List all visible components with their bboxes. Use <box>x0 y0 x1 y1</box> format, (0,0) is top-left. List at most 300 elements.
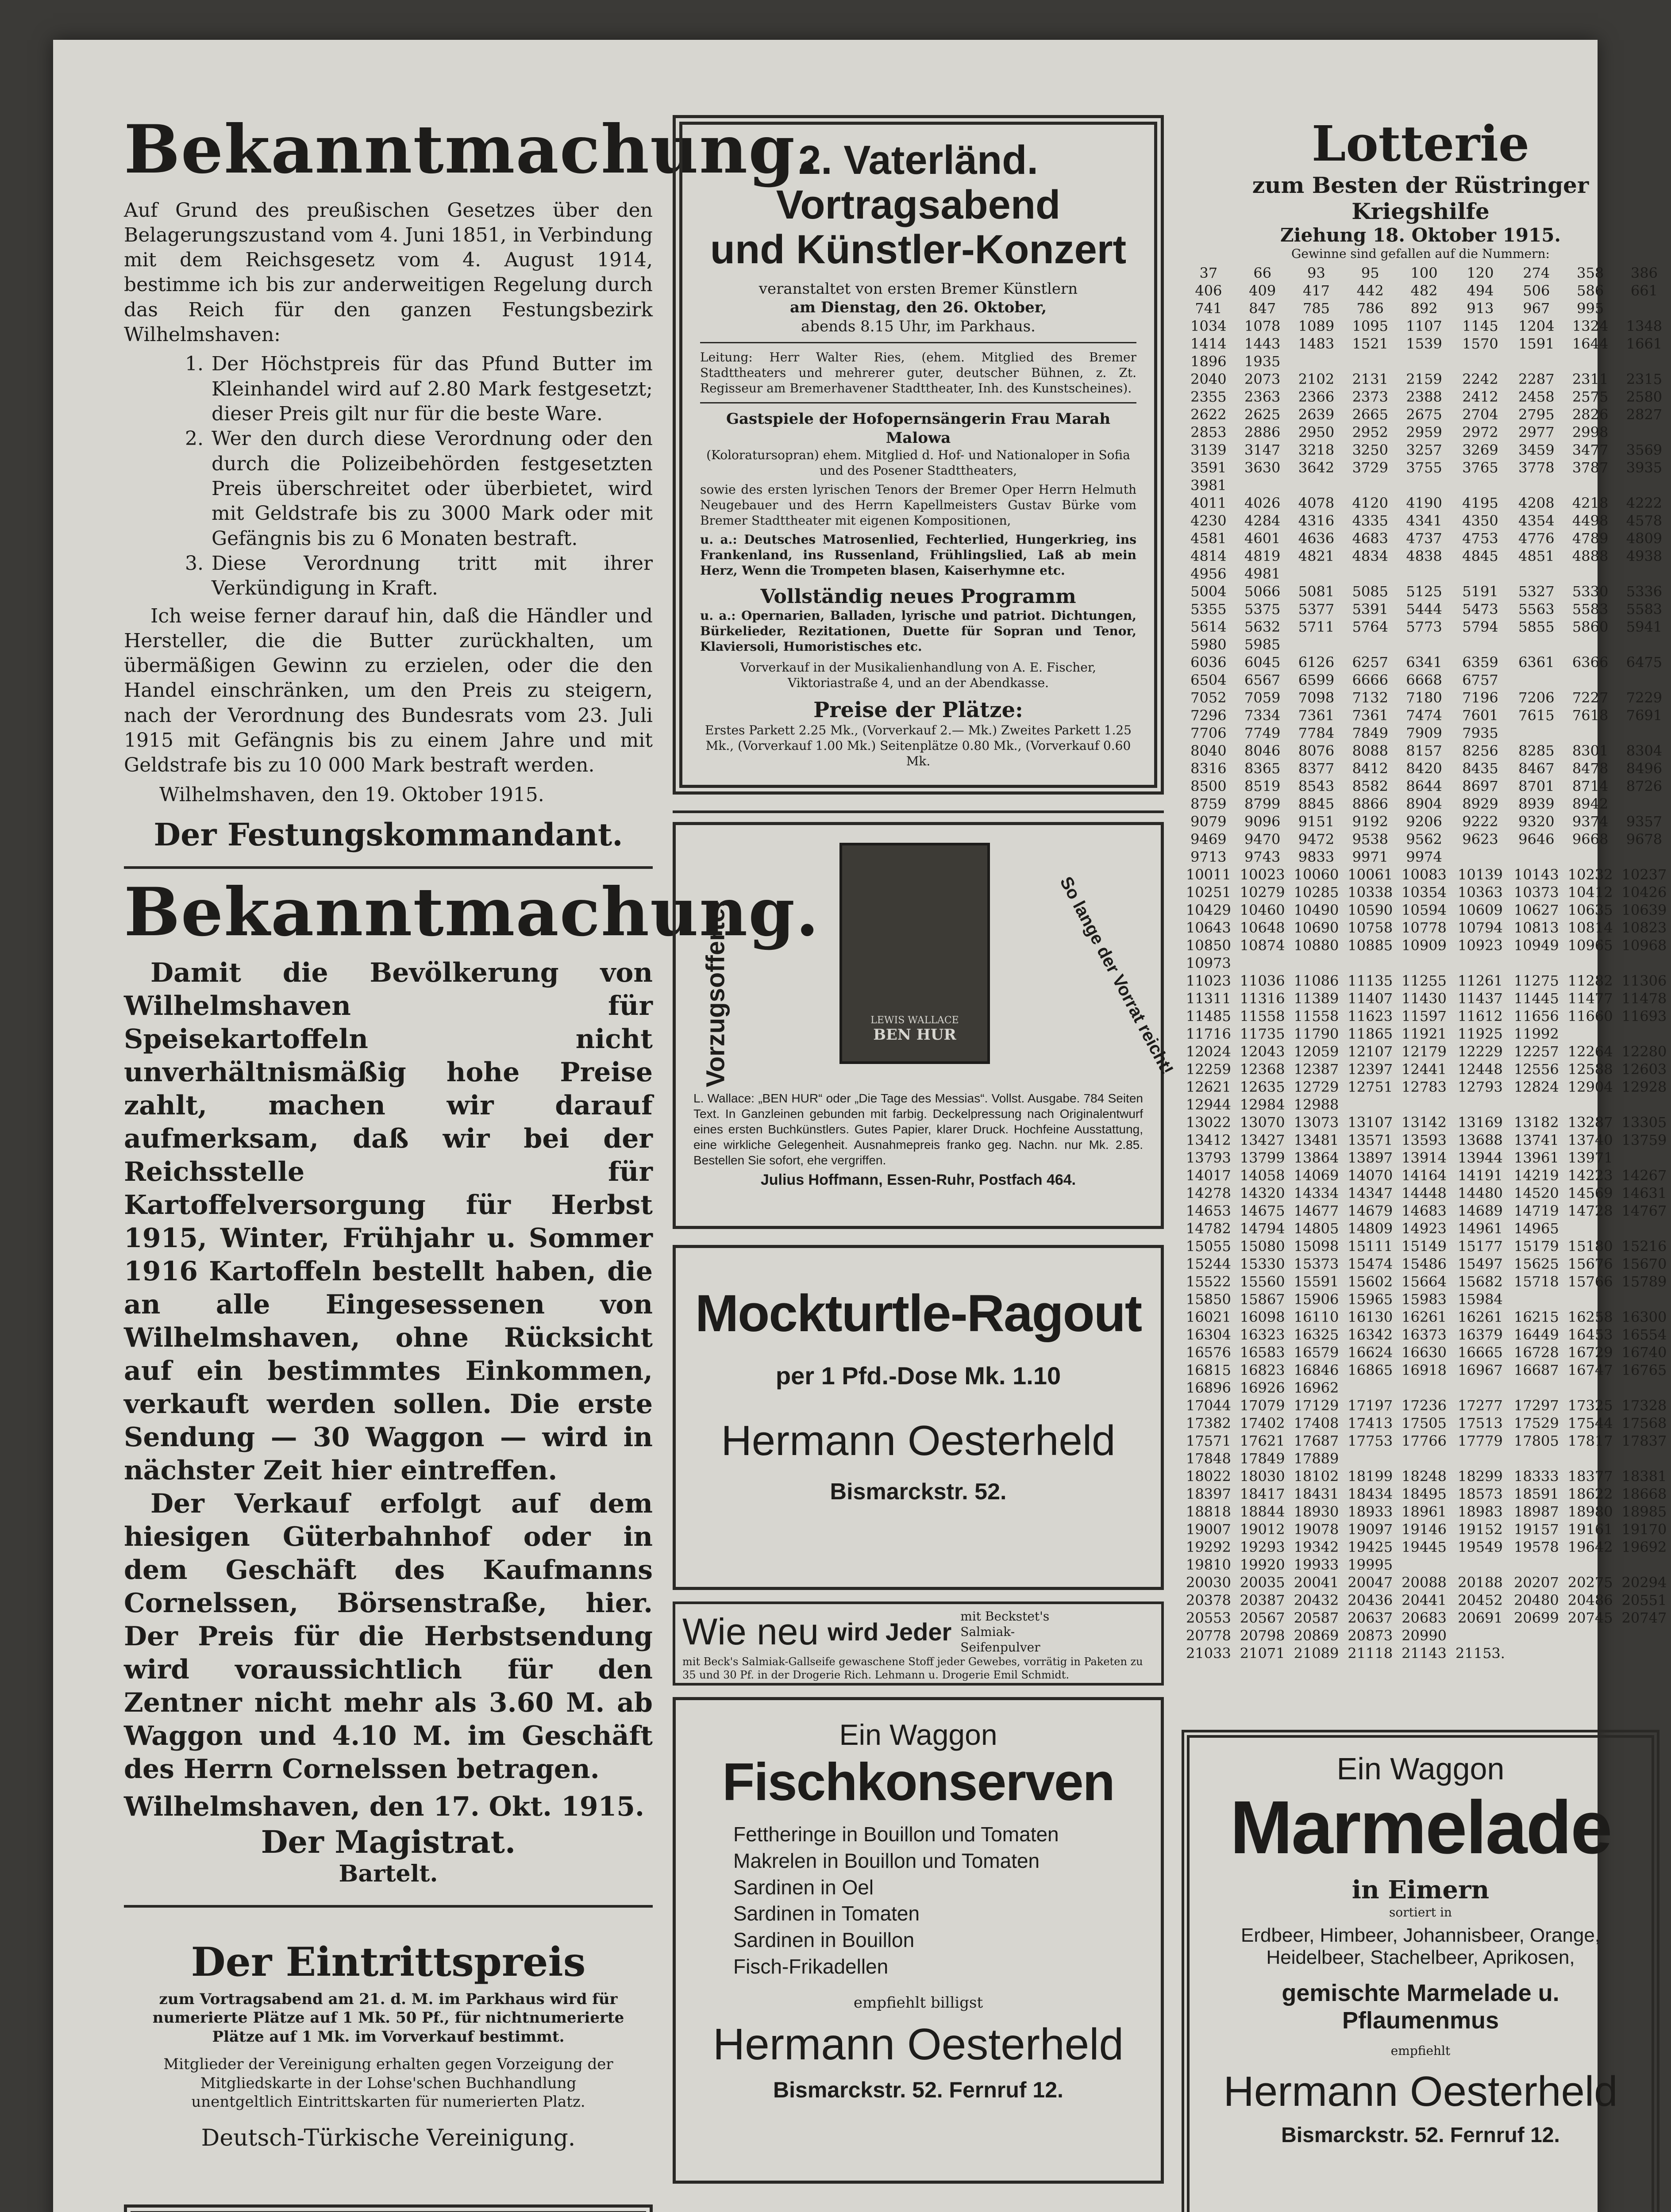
lottery-number: 10949 <box>1513 937 1559 954</box>
lottery-number: 14767 <box>1621 1202 1667 1219</box>
lottery-number: 15676 <box>1567 1256 1613 1272</box>
lottery-number <box>1451 1096 1509 1114</box>
lottery-number: 19097 <box>1348 1521 1393 1538</box>
lottery-number <box>1343 1450 1397 1467</box>
lottery-number: 2040 <box>1190 371 1227 388</box>
table-row <box>1182 1131 1671 1149</box>
table-row <box>1182 972 1671 990</box>
lottery-number: 8582 <box>1352 778 1388 795</box>
lottery-number: 13799 <box>1240 1149 1285 1166</box>
lottery-number: 16896 <box>1186 1379 1231 1396</box>
lottery-number: 8304 <box>1626 742 1663 759</box>
lottery-number: 20745 <box>1567 1609 1613 1626</box>
lottery-number: 66 <box>1253 265 1272 281</box>
lottery-number <box>1563 353 1617 370</box>
lottery-number: 13961 <box>1513 1149 1559 1166</box>
lottery-number <box>1397 954 1451 972</box>
lottery-number: 14961 <box>1458 1220 1503 1237</box>
lottery-number: 10412 <box>1567 884 1613 901</box>
table-row <box>1182 1149 1671 1167</box>
lottery-number: 12024 <box>1186 1043 1231 1060</box>
table-row <box>1182 1308 1671 1326</box>
lottery-number: 19920 <box>1240 1556 1285 1573</box>
table-row <box>1182 565 1671 583</box>
lottery-number: 17079 <box>1240 1397 1285 1414</box>
lottery-number <box>1236 954 1290 972</box>
lottery-number: 9678 <box>1626 831 1663 848</box>
lottery-number <box>1397 1379 1451 1397</box>
lottery-number: 19578 <box>1513 1539 1559 1555</box>
marmelade-sorts1: Erdbeer, Himbeer, Johannisbeer, Orange, <box>1240 1924 1601 1946</box>
lottery-number: 5355 <box>1190 601 1227 618</box>
lottery-number: 13897 <box>1348 1149 1393 1166</box>
lottery-number: 20567 <box>1240 1609 1285 1626</box>
lottery-number: 15591 <box>1294 1273 1339 1290</box>
fisch-recommend: empfiehlt billigst <box>853 1993 983 2012</box>
lottery-number: 16323 <box>1240 1326 1285 1343</box>
lottery-number: 18299 <box>1458 1468 1503 1485</box>
lottery-number: 2665 <box>1352 406 1388 423</box>
lottery-number: 10758 <box>1348 919 1393 936</box>
lottery-number: 17889 <box>1294 1450 1339 1467</box>
list-item: 1. Der Höchstpreis für das Pfund Butter im Kleinhandel wird auf 2.80 Mark festgesetzt; dieser Preis gilt nur für die beste Ware. <box>185 353 653 425</box>
lottery-number: 8285 <box>1518 742 1555 759</box>
lottery-number: 19170 <box>1621 1521 1667 1538</box>
lottery-number: 13864 <box>1294 1149 1339 1166</box>
lottery-number: 11282 <box>1567 972 1613 989</box>
lottery-number: 11389 <box>1294 990 1339 1007</box>
lottery-number: 15177 <box>1458 1238 1503 1255</box>
lottery-number: 16729 <box>1567 1344 1613 1361</box>
lottery-number: 15149 <box>1401 1238 1447 1255</box>
lottery-number: 9206 <box>1406 813 1442 830</box>
lottery-number: 12621 <box>1186 1079 1231 1095</box>
lottery-number <box>1343 1096 1397 1114</box>
lottery-number: 5330 <box>1572 583 1609 600</box>
lottery-number: 10139 <box>1458 866 1503 883</box>
lottery-number: 9743 <box>1244 849 1281 865</box>
lottery-number: 1145 <box>1462 318 1498 334</box>
lottery-number <box>1617 1096 1671 1114</box>
table-row <box>1182 653 1671 671</box>
lottery-number: 18668 <box>1621 1486 1667 1502</box>
table-row <box>1182 830 1671 848</box>
lottery-number: 17753 <box>1348 1432 1393 1449</box>
table-row <box>1182 689 1671 707</box>
lottery-sub: zum Besten der Rüstringer Kriegshilfe <box>1252 172 1589 224</box>
lottery-number: 9472 <box>1298 831 1335 848</box>
lottery-number: 12783 <box>1401 1079 1447 1095</box>
lottery-number: 16579 <box>1294 1344 1339 1361</box>
lottery-number <box>1509 1627 1563 1644</box>
list-item: Sardinen in Tomaten <box>733 1902 920 1925</box>
lottery-number <box>1563 636 1617 653</box>
lottery-number: 358 <box>1577 265 1604 281</box>
lottery-number: 5614 <box>1190 618 1227 635</box>
lottery-number: 14805 <box>1294 1220 1339 1237</box>
table-row <box>1182 919 1671 937</box>
lottery-number <box>1617 353 1671 370</box>
book-cover: LEWIS WALLACE BEN HUR <box>839 843 990 1064</box>
lottery-number: 10690 <box>1294 919 1339 936</box>
lottery-number: 11735 <box>1240 1025 1285 1042</box>
lottery-number: 8726 <box>1626 778 1663 795</box>
list-item: Fisch-Frikadellen <box>733 1955 889 1978</box>
lottery-number: 21143 <box>1401 1645 1447 1662</box>
lottery-number: 17277 <box>1458 1397 1503 1414</box>
lottery-draw: Ziehung 18. Oktober 1915. <box>1280 224 1561 246</box>
lottery-number: 7196 <box>1462 689 1498 706</box>
lottery-number: 120 <box>1467 265 1494 281</box>
lottery-number: 9974 <box>1406 849 1442 865</box>
benhur-side-right: So lange der Vorrat reicht! <box>1056 873 1178 1078</box>
lottery-number <box>1451 636 1509 653</box>
lottery-number: 8467 <box>1518 760 1555 777</box>
table-row <box>1182 883 1671 901</box>
lottery-number <box>1451 353 1509 370</box>
lottery-number <box>1563 1644 1617 1662</box>
lottery-number: 18434 <box>1348 1486 1393 1502</box>
lottery-number: 16865 <box>1348 1362 1393 1379</box>
lottery-number: 586 <box>1577 282 1604 299</box>
lottery-number: 10778 <box>1401 919 1447 936</box>
lottery-number: 16325 <box>1294 1326 1339 1343</box>
lottery-number: 14278 <box>1186 1185 1231 1202</box>
lottery-number: 19146 <box>1401 1521 1447 1538</box>
lottery-number: 19292 <box>1186 1539 1231 1555</box>
table-row <box>1182 1556 1671 1574</box>
lottery-number: 16630 <box>1401 1344 1447 1361</box>
table-row <box>1182 423 1671 441</box>
lottery-number: 506 <box>1523 282 1550 299</box>
table-row <box>1182 1184 1671 1202</box>
lottery-number: 20275 <box>1567 1574 1613 1591</box>
mockturtle-addr: Bismarckstr. 52. <box>830 1479 1007 1505</box>
lottery-number <box>1509 724 1563 742</box>
lottery-number: 12928 <box>1621 1079 1667 1095</box>
lottery-number: 16130 <box>1348 1309 1393 1325</box>
table-row <box>1182 742 1671 760</box>
lottery-number: 9562 <box>1406 831 1442 848</box>
lottery-number: 4316 <box>1298 512 1335 529</box>
lottery-number: 15766 <box>1567 1273 1613 1290</box>
lottery-number: 10061 <box>1348 866 1393 883</box>
lottery-number: 13793 <box>1186 1149 1231 1166</box>
newspaper-page <box>53 40 1667 2212</box>
table-row <box>1182 1414 1671 1432</box>
table-row <box>1182 1538 1671 1556</box>
lottery-number: 2795 <box>1518 406 1555 423</box>
lottery-number: 19425 <box>1348 1539 1393 1555</box>
lottery-number: 5583 <box>1626 601 1663 618</box>
lottery-number: 11558 <box>1240 1008 1285 1025</box>
lottery-number: 18333 <box>1513 1468 1559 1485</box>
lottery-number <box>1563 954 1617 972</box>
wieneu-a: Wie neu <box>682 1611 819 1653</box>
lottery-number: 12751 <box>1348 1079 1393 1095</box>
lottery-number: 12556 <box>1513 1061 1559 1078</box>
lottery-number: 7361 <box>1352 707 1388 724</box>
table-row <box>1182 459 1671 476</box>
list-item: Makrelen in Bouillon und Tomaten <box>733 1849 1040 1872</box>
benhur-desc: L. Wallace: „BEN HUR“ oder „Die Tage des Messias“. Vollst. Ausgabe. 784 Seiten Text. In Ganzleinen gebunden mit farbig. Deckelpressung nach Originalentwurf eines ersten Buchkünstlers. Gutes Papier, klarer Druck. Hochfeine Ausstattung, eine wirkliche Gelegenheit. Ausnahmepreis franko geg. Nachn. nur Mk. 2.85. Bestellen Sie sofort, ehe vergriffen. <box>693 1091 1143 1167</box>
lottery-number: 8435 <box>1462 760 1498 777</box>
lottery-number: 2959 <box>1406 424 1442 441</box>
lottery-number <box>1617 724 1671 742</box>
lottery-number: 14689 <box>1458 1202 1503 1219</box>
lottery-number <box>1509 565 1563 583</box>
lottery-number: 5941 <box>1626 618 1663 635</box>
lottery-number: 16823 <box>1240 1362 1285 1379</box>
lottery-number: 17849 <box>1240 1450 1285 1467</box>
lottery-number: 17621 <box>1240 1432 1285 1449</box>
lottery-number: 11023 <box>1186 972 1231 989</box>
notice2-name: Bartelt. <box>339 1860 438 1887</box>
lottery-number: 15984 <box>1458 1291 1503 1308</box>
lottery-number: 7935 <box>1462 725 1498 741</box>
table-row <box>1182 1060 1671 1078</box>
lottery-number: 15983 <box>1401 1291 1447 1308</box>
lottery-number: 10143 <box>1513 866 1559 883</box>
lottery-number: 14347 <box>1348 1185 1393 1202</box>
lottery-number: 18818 <box>1186 1503 1231 1520</box>
lottery-number: 12988 <box>1294 1096 1339 1113</box>
lottery-number: 10885 <box>1348 937 1393 954</box>
lottery-number: 2886 <box>1244 424 1281 441</box>
notice1-list <box>124 352 653 601</box>
notice1-warning: Ich weise ferner darauf hin, daß die Händler und Hersteller, die die Butter zurückhalten, um übermäßigen Gewinn zu erzielen, oder die den Handel einschränken, um den Preis zu steigern, nach der Verordnung des Bundesrats vom 23. Juli 1915 mit Gefängnis bis zu einem Jahre und mit Geldstrafe bis zu 10 000 Mark bestraft werden. <box>124 604 653 777</box>
lottery-number: 2363 <box>1244 388 1281 405</box>
lottery-number: 15474 <box>1348 1256 1393 1272</box>
lottery-number: 5860 <box>1572 618 1609 635</box>
lottery-number: 2159 <box>1406 371 1442 388</box>
marmelade-title: Marmelade <box>1230 1786 1611 1870</box>
lottery-number: 12387 <box>1294 1061 1339 1078</box>
wieneu-d: mit Beck's Salmiak-Gallseife gewaschene Stoff jeder Gewebes, vorrätig in Paketen zu 35 und 30 Pf. in der Drogerie Rich. Lehmann u. Drogerie Emil Schmidt. <box>682 1655 1143 1682</box>
lottery-number: 9151 <box>1298 813 1335 830</box>
lottery-number: 1443 <box>1244 335 1281 352</box>
lottery-number: 13944 <box>1458 1149 1503 1166</box>
lottery-number: 11558 <box>1294 1008 1339 1025</box>
lottery-number: 12179 <box>1401 1043 1447 1060</box>
lottery-number: 10635 <box>1567 902 1613 918</box>
marmelade-shop: Hermann Oesterheld <box>1223 2068 1618 2115</box>
lottery-number: 10429 <box>1186 902 1231 918</box>
lottery-number <box>1563 476 1617 494</box>
lottery-number: 2625 <box>1244 406 1281 423</box>
mockturtle-shop: Hermann Oesterheld <box>721 1417 1116 1465</box>
lottery-number: 6666 <box>1352 672 1388 688</box>
lottery-number: 5632 <box>1244 618 1281 635</box>
lottery-number <box>1563 1096 1617 1114</box>
lottery-number: 20387 <box>1240 1592 1285 1609</box>
lottery-number: 10813 <box>1513 919 1559 936</box>
lottery-number: 14782 <box>1186 1220 1231 1237</box>
lottery-number: 16021 <box>1186 1309 1231 1325</box>
lottery-number: 7052 <box>1190 689 1227 706</box>
lottery-number: 16583 <box>1240 1344 1285 1361</box>
lottery-number: 14631 <box>1621 1185 1667 1202</box>
lottery-number: 16967 <box>1458 1362 1503 1379</box>
lottery-number: 2131 <box>1352 371 1388 388</box>
lottery-number: 19810 <box>1186 1556 1231 1573</box>
lottery-number: 1591 <box>1518 335 1555 352</box>
lottery-number: 409 <box>1249 282 1276 299</box>
notice2-body: Damit die Bevölkerung von Wilhelmshaven für Speisekartoffeln nicht unverhältnismäßig hohe Preise zahlt, machen wir darauf aufmerksam, daß wir bei der Reichsstelle für Kartoffelversorgung für Herbst 1915, Winter, Frühjahr u. Sommer 1916 Kartoffeln bestellt haben, die an alle Eingesessenen von Wilhelmshaven, ohne Rücksicht auf ein bestimmtes Einkommen, verkauft werden sollen. Die erste Sendung — 30 Waggon — wird in nächster Zeit hier eintreffen. <box>124 957 653 1486</box>
table-row <box>1182 1591 1671 1609</box>
lottery-number: 8076 <box>1298 742 1335 759</box>
lottery-number: 5066 <box>1244 583 1281 600</box>
lottery-number: 18495 <box>1401 1486 1447 1502</box>
lottery-number <box>1617 300 1671 317</box>
lottery-number: 17236 <box>1401 1397 1447 1414</box>
lottery-number: 20294 <box>1621 1574 1667 1591</box>
lottery-number: 9833 <box>1298 849 1335 865</box>
lottery-number: 16747 <box>1567 1362 1613 1379</box>
lottery-number: 1414 <box>1190 335 1227 352</box>
lottery-number: 3981 <box>1190 477 1227 494</box>
lottery-number: 13741 <box>1513 1132 1559 1148</box>
lottery-number: 14334 <box>1294 1185 1339 1202</box>
lottery-number: 21153. <box>1455 1645 1505 1662</box>
lottery-number: 14679 <box>1348 1202 1393 1219</box>
lottery-number: 7784 <box>1298 725 1335 741</box>
lottery-number: 6126 <box>1298 654 1335 671</box>
lottery-number: 16576 <box>1186 1344 1231 1361</box>
lottery-number: 20035 <box>1240 1574 1285 1591</box>
lottery-number: 3591 <box>1190 459 1227 476</box>
vortrag-new-program: Vollständig neues Programm <box>760 585 1076 608</box>
lottery-number: 14520 <box>1513 1185 1559 1202</box>
lottery-number: 14219 <box>1513 1167 1559 1184</box>
lottery-number <box>1236 476 1290 494</box>
lottery-number: 10237 <box>1621 866 1667 883</box>
lottery-number: 2704 <box>1462 406 1498 423</box>
lottery-number: 9374 <box>1572 813 1609 830</box>
notice2-signature: Der Magistrat. <box>261 1823 516 1860</box>
lottery-number: 4838 <box>1406 548 1442 565</box>
lottery-number: 10426 <box>1621 884 1667 901</box>
lottery-number: 18573 <box>1458 1486 1503 1502</box>
lottery-number <box>1617 954 1671 972</box>
lottery-number: 18930 <box>1294 1503 1339 1520</box>
lottery-number: 3935 <box>1626 459 1663 476</box>
lottery-number: 13427 <box>1240 1132 1285 1148</box>
lottery-number: 5191 <box>1462 583 1498 600</box>
lottery-number: 16258 <box>1567 1309 1613 1325</box>
table-row <box>1182 937 1671 954</box>
lottery-number: 16918 <box>1401 1362 1447 1379</box>
marmelade-ad <box>1182 1730 1659 2212</box>
lottery-number: 4821 <box>1298 548 1335 565</box>
lottery-number: 8644 <box>1406 778 1442 795</box>
lottery-number: 8040 <box>1190 742 1227 759</box>
lottery-number: 19933 <box>1294 1556 1339 1573</box>
lottery-number: 18381 <box>1621 1468 1667 1485</box>
lottery-number: 8759 <box>1190 795 1227 812</box>
lottery-number: 17848 <box>1186 1450 1231 1467</box>
table-row <box>1182 724 1671 742</box>
lottery-number: 21118 <box>1348 1645 1393 1662</box>
lottery-number: 892 <box>1410 300 1438 317</box>
lottery-number: 7749 <box>1244 725 1281 741</box>
lottery-number: 6504 <box>1190 672 1227 688</box>
table-row <box>1182 1467 1671 1485</box>
lottery-number <box>1290 476 1344 494</box>
table-row <box>1182 1202 1671 1220</box>
lottery-number: 13073 <box>1294 1114 1339 1131</box>
lottery-number: 15560 <box>1240 1273 1285 1290</box>
lottery-number: 3459 <box>1518 442 1555 458</box>
lottery-number: 1078 <box>1244 318 1281 334</box>
lottery-number: 15625 <box>1513 1256 1559 1272</box>
lottery-number: 10648 <box>1240 919 1285 936</box>
lottery-number: 4222 <box>1626 495 1663 511</box>
lottery-number: 17328 <box>1621 1397 1667 1414</box>
fisch-title: Fischkonserven <box>722 1752 1114 1812</box>
marmelade-mixed: gemischte Marmelade u. Pflaumenmus <box>1282 1980 1559 2034</box>
lottery-number: 12368 <box>1240 1061 1285 1078</box>
lottery-number <box>1397 1450 1451 1467</box>
lottery-number <box>1397 565 1451 583</box>
lottery-number <box>1451 1450 1509 1467</box>
lottery-table <box>1182 264 1671 1662</box>
lottery-number: 11716 <box>1186 1025 1231 1042</box>
notice2-body2: Der Verkauf erfolgt auf dem hiesigen Güterbahnhof oder in dem Geschäft des Kaufmanns Cornelssen, Börsenstraße, hier. Der Preis für die Herbstsendung wird voraussichtlich für den Zentner nicht mehr als 3.60 M. ab Waggon und 4.10 M. im Geschäft des Herrn Cornelssen betragen. <box>124 1488 653 1785</box>
lottery-number: 17382 <box>1186 1415 1231 1432</box>
lottery-number: 2950 <box>1298 424 1335 441</box>
lottery-number: 11921 <box>1401 1025 1447 1042</box>
lottery-number: 18248 <box>1401 1468 1447 1485</box>
benhur-side-left: Vorzugsofferte! <box>701 899 730 1087</box>
lottery-number <box>1290 636 1344 653</box>
lottery-number: 7361 <box>1298 707 1335 724</box>
lottery-number: 18933 <box>1348 1503 1393 1520</box>
lottery-number: 20778 <box>1186 1627 1231 1644</box>
lottery-number <box>1451 1556 1509 1574</box>
table-row <box>1182 282 1671 300</box>
lottery-number: 11135 <box>1348 972 1393 989</box>
lottery-number: 13971 <box>1567 1149 1613 1166</box>
lottery-number: 4208 <box>1518 495 1555 511</box>
lottery-number: 16846 <box>1294 1362 1339 1379</box>
lottery-number: 5773 <box>1406 618 1442 635</box>
lottery-number: 14683 <box>1401 1202 1447 1219</box>
lottery-number: 20798 <box>1240 1627 1285 1644</box>
lottery-number: 6757 <box>1462 672 1498 688</box>
lottery-number: 1644 <box>1572 335 1609 352</box>
lottery-number: 13688 <box>1458 1132 1503 1148</box>
lottery-number: 3139 <box>1190 442 1227 458</box>
lottery-number: 2575 <box>1572 388 1609 405</box>
lottery-number: 5377 <box>1298 601 1335 618</box>
lottery-number: 3755 <box>1406 459 1442 476</box>
table-row <box>1182 1096 1671 1114</box>
lottery-number <box>1563 1556 1617 1574</box>
lottery-number: 4350 <box>1462 512 1498 529</box>
vortrag-prices: Erstes Parkett 2.25 Mk., (Vorverkauf 2.— Mk.) Zweites Parkett 1.25 Mk., (Vorverkauf 1.00 Mk.) Seitenplätze 0.80 Mk., (Vorverkauf 0.60 Mk. <box>705 723 1132 769</box>
lottery-number: 8088 <box>1352 742 1388 759</box>
lottery-number <box>1397 1096 1451 1114</box>
lottery-number: 10880 <box>1294 937 1339 954</box>
lottery-number: 1570 <box>1462 335 1498 352</box>
marmelade-addr: Bismarckstr. 52. Fernruf 12. <box>1281 2124 1560 2147</box>
lottery-number: 9469 <box>1190 831 1227 848</box>
lottery-number: 2826 <box>1572 406 1609 423</box>
lottery-number: 17837 <box>1621 1432 1667 1449</box>
lottery-number: 11612 <box>1458 1008 1503 1025</box>
vortrag-guest: Gastspiele der Hofopernsängerin Frau Marah Malowa <box>726 410 1111 447</box>
